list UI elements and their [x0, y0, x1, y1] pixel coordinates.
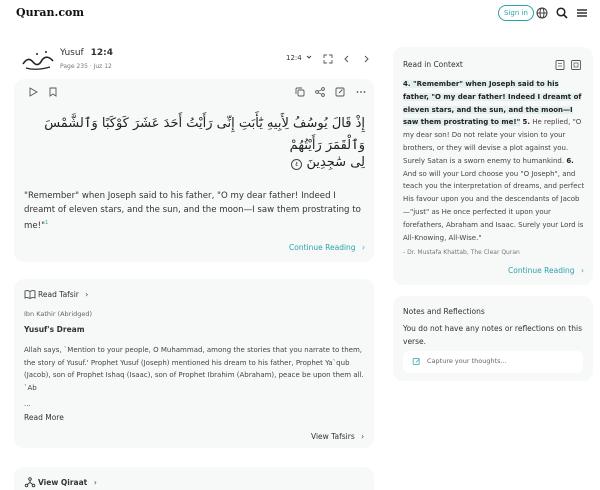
arabic-line-2-text: لِى سَٰجِدِينَ	[306, 155, 365, 170]
notes-empty-text: You do not have any notes or reflections on this verse.	[403, 324, 582, 346]
copy-icon[interactable]	[294, 86, 306, 98]
surah-calligraphy-icon	[20, 48, 58, 72]
edit-icon	[412, 357, 421, 366]
verse-selector[interactable]	[286, 54, 312, 62]
verse-4-text: "Remember" when Joseph said to his father, "O my dear father! Indeed I dreamt of eleven stars, and the sun, and the moon—I saw them prostrating to me!"	[403, 80, 582, 127]
tafsir-ellipsis: ...	[24, 400, 31, 408]
menu-icon[interactable]	[575, 6, 589, 20]
surah-title	[60, 48, 113, 58]
view-tafsirs-link[interactable]	[311, 432, 364, 441]
branches-icon	[24, 476, 36, 488]
context-continue-reading-link[interactable]	[508, 266, 584, 275]
play-icon[interactable]	[27, 86, 39, 98]
capture-thoughts-input[interactable]	[403, 351, 583, 373]
surah-name: Yusuf	[60, 48, 84, 58]
share-icon[interactable]	[314, 86, 326, 98]
view-qiraat-link[interactable]	[38, 478, 97, 487]
bookmark-icon[interactable]	[47, 86, 59, 98]
verse-number-marker: ٤	[291, 159, 302, 170]
chevron-left-icon[interactable]	[341, 53, 353, 65]
read-more-button[interactable]: Read More	[24, 413, 64, 422]
verse-translation	[24, 190, 369, 233]
translation-source: - Dr. Mustafa Khattab, The Clear Quran	[403, 249, 520, 256]
expand-icon[interactable]	[322, 53, 334, 65]
chevron-down-icon	[306, 54, 312, 60]
footnote-marker[interactable]: 1	[45, 220, 49, 226]
page-juz-meta: Page 235 · Juz 12	[60, 63, 112, 70]
chevron-right-icon: ›	[85, 290, 89, 299]
context-continue-label: Continue Reading	[508, 266, 575, 275]
verse-4-number: 4.	[403, 80, 411, 88]
reading-mode-icon[interactable]	[554, 59, 566, 71]
view-tafsirs-label: View Tafsirs	[311, 432, 355, 441]
continue-reading-label: Continue Reading	[289, 243, 356, 252]
view-qiraat-label: View Qiraat	[38, 478, 88, 487]
chevron-right-icon: ›	[361, 243, 365, 252]
chevron-right-icon[interactable]	[360, 53, 372, 65]
chevron-right-icon: ›	[93, 478, 97, 487]
top-navbar	[0, 0, 600, 28]
tafsir-heading: Yusuf's Dream	[24, 325, 85, 334]
book-open-icon	[24, 288, 36, 300]
chevron-right-icon: ›	[580, 266, 584, 275]
quran-logo[interactable]: Quran.com	[16, 6, 85, 19]
capture-placeholder: Capture your thoughts...	[427, 357, 507, 365]
verse-key: 12:4	[90, 48, 113, 58]
verse-6-text: And so will your Lord choose you "O Joseph", and teach you the interpretation of dreams, and perfect His favour upon you and the descendants of Jacob—"just" as He once perfected it upon your forefathers, Abraham and Isaac. Surely your Lord is All-Knowing, All-Wise."	[403, 169, 585, 242]
context-passage	[403, 78, 585, 244]
notes-title: Notes and Reflections	[403, 307, 485, 316]
verse-5-number: 5.	[522, 118, 530, 127]
arabic-verse-line-1: إِذْ قَالَ يُوسُفُ لِأَبِيهِ يَٰٓأَبَتِ إِنِّى رَأَيْتُ أَحَدَ عَشَرَ كَوْكَبًا وَٱلشَّمْسَ وَٱلْقَمَرَ رَأَيْتُهُمْ	[44, 116, 365, 153]
translation-text: "Remember" when Joseph said to his father, "O my dear father! Indeed I dreamt of eleven stars, and the sun, and the moon—I saw them prostrating to me!"	[24, 191, 361, 231]
globe-icon[interactable]	[535, 6, 549, 20]
verse-selector-value: 12:4	[286, 54, 302, 62]
arabic-verse-line-2	[200, 152, 365, 174]
mushaf-mode-icon[interactable]	[570, 59, 582, 71]
search-icon[interactable]	[555, 6, 569, 20]
read-tafsir-link[interactable]	[38, 290, 88, 299]
more-options-icon[interactable]	[355, 86, 367, 98]
sign-in-button[interactable]: Sign in	[498, 5, 534, 21]
verse-5-text: He replied, "O my dear son! Do not relate your vision to your brothers, or they will devise a plot against you. Surely Satan is a sworn enemy to humankind.	[403, 118, 582, 165]
tafsir-body: Allah says, `Mention to your people, O Muhammad, among the stories that you narrate to them, the story of Yusuf.' Prophet Yusuf (Joseph) mentioned his dream to his father, Prophet Ya`qub (Jacob), son of Prophet Ishaq (Isaac), son of Prophet Ibrahim (Abraham), peace be upon them all. `Ab	[24, 346, 364, 393]
tafsir-source: Ibn Kathir (Abridged)	[24, 310, 93, 318]
read-tafsir-label: Read Tafsir	[38, 290, 79, 299]
verse-6-number: 6.	[566, 156, 574, 165]
read-in-context-title: Read in Context	[403, 60, 463, 69]
continue-reading-link[interactable]	[289, 243, 365, 252]
edit-note-icon[interactable]	[334, 86, 346, 98]
chevron-right-icon: ›	[361, 432, 365, 441]
